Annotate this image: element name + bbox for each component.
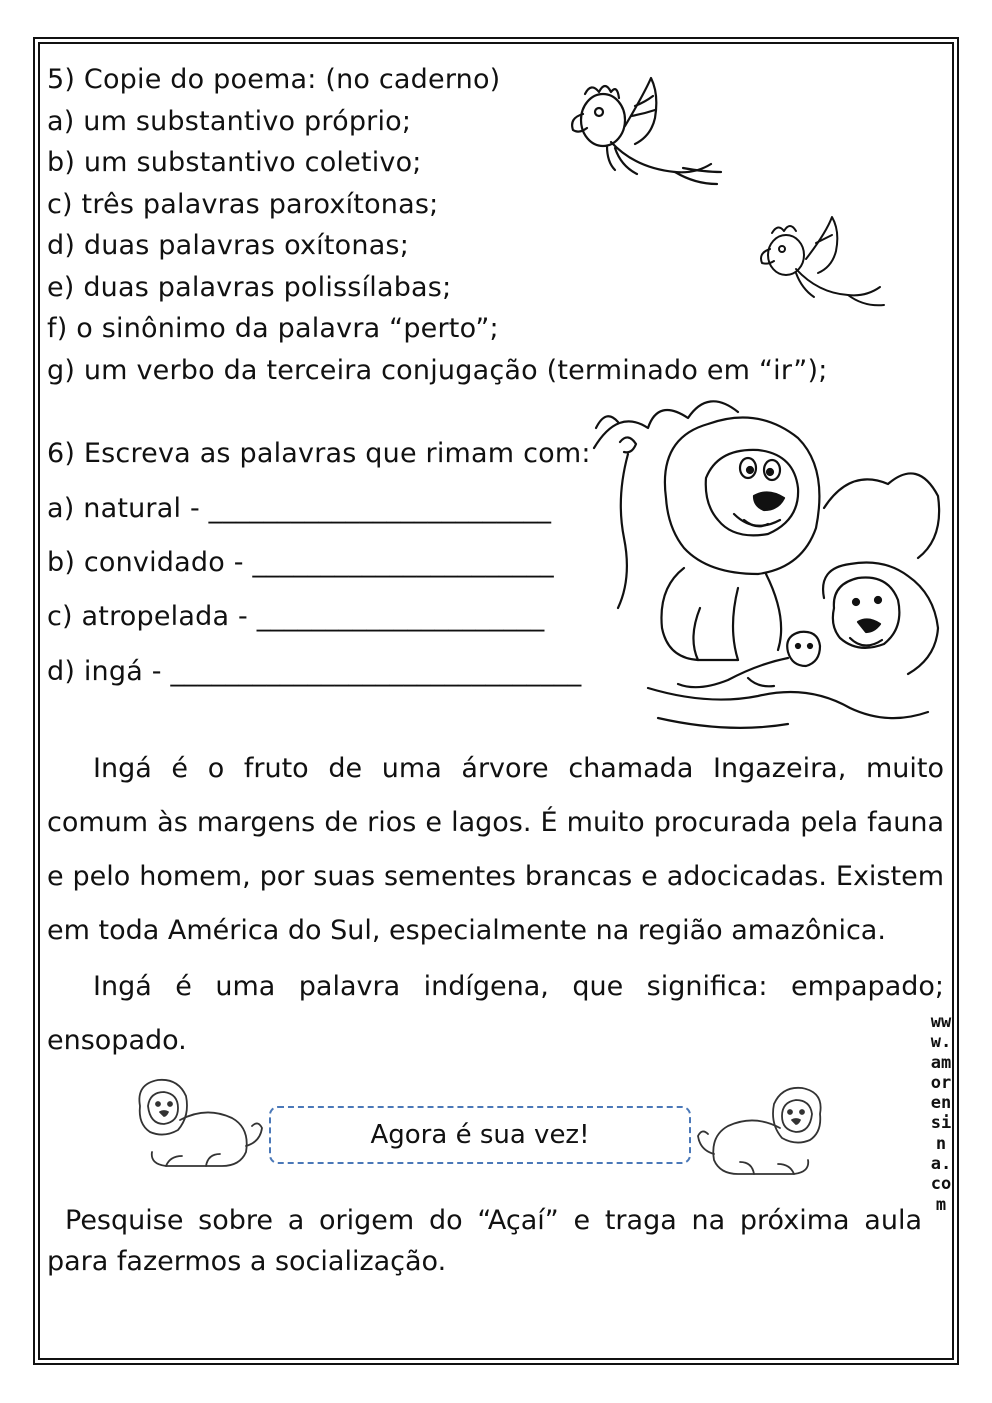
closing-text: Pesquise sobre a origem do “Açaí” e traga na próxima aula para fazermos a socialização. (47, 1205, 922, 1277)
watermark-url: www.amorensina.com (930, 1012, 952, 1215)
q5-item-g: g) um verbo da terceira conjugação (terminado em “ir”); (47, 355, 828, 386)
q5-item-d: d) duas palavras oxítonas; (47, 230, 410, 261)
q5-item-f: f) o sinônimo da palavra “perto”; (47, 313, 499, 344)
callout-box (269, 1106, 691, 1164)
q5-item-a: a) um substantivo próprio; (47, 106, 412, 137)
lion-family-illustration (588, 388, 946, 738)
callout-label: Agora é sua vez! (370, 1120, 590, 1150)
lion-icon (694, 1084, 834, 1182)
paragraph-1-text: Ingá é o fruto de uma árvore chamada Ingazeira, muito comum às margens de rios e lagos. É muito procurada pela fauna e pelo homem, por suas sementes brancas e adocicadas. Existem em toda América do Sul, especialmente na região amazônica. (47, 753, 944, 946)
q5-item-b: b) um substantivo coletivo; (47, 147, 422, 178)
paragraph-2-text: Ingá é uma palavra indígena, que significa: empapado; ensopado. (47, 971, 944, 1056)
q6-item-c: c) atropelada - _____________________ (47, 601, 545, 632)
q6-item-d: d) ingá - ______________________________ (47, 656, 582, 687)
paragraph-2 (47, 960, 944, 1068)
lion-icon (126, 1076, 266, 1174)
paragraph-1 (47, 742, 944, 958)
q6-item-b: b) convidado - ______________________ (47, 547, 554, 578)
q5-heading: 5) Copie do poema: (no caderno) (47, 64, 501, 95)
q5-item-c: c) três palavras paroxítonas; (47, 189, 439, 220)
q6-heading: 6) Escreva as palavras que rimam com: (47, 438, 591, 469)
bird-icon (752, 213, 887, 313)
q6-item-a: a) natural - _________________________ (47, 493, 552, 524)
q5-item-e: e) duas palavras polissílabas; (47, 272, 452, 303)
bird-icon (555, 72, 725, 192)
